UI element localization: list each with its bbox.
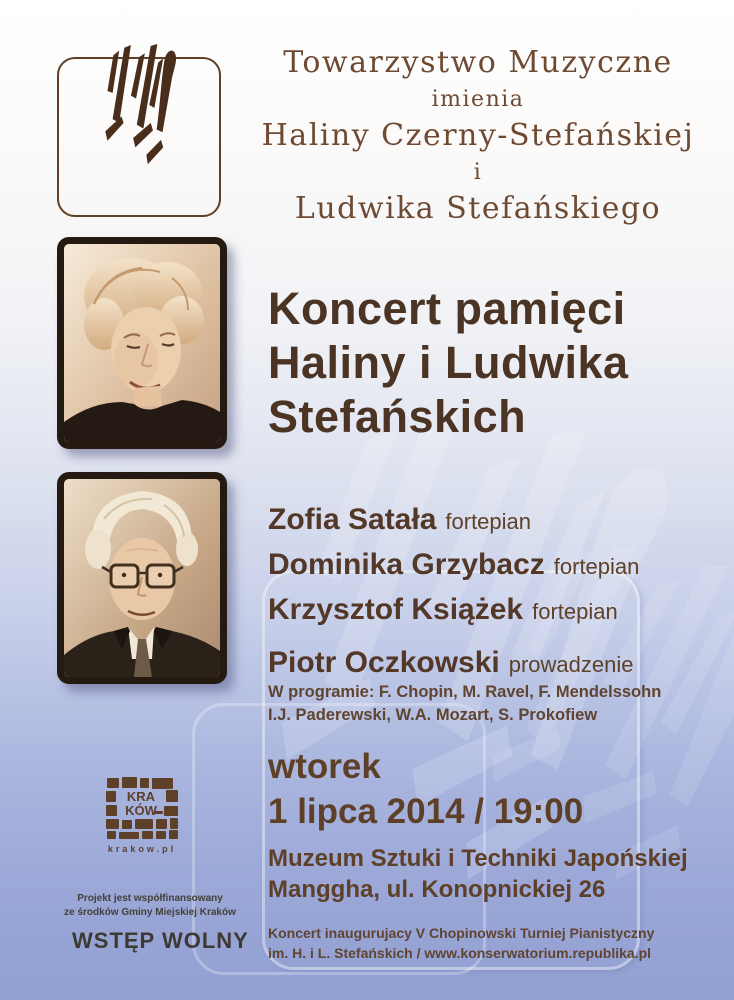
sepia-portrait-woman: [64, 244, 220, 442]
performer-name: Piotr Oczkowski: [268, 646, 500, 679]
venue: [268, 843, 688, 905]
event-date-time: 1 lipca 2014 / 19:00: [268, 792, 584, 831]
performer-name: Dominika Grzybacz: [268, 548, 545, 581]
venue-line1: Muzeum Sztuki i Techniki Japońskiej: [268, 845, 688, 872]
portrait-photo-ludwik: [57, 472, 227, 684]
krakow-logo: [101, 776, 183, 854]
performers-list: [268, 500, 639, 688]
title-line3: Stefańskich: [268, 391, 527, 442]
society-header: [235, 42, 721, 230]
footnote-line1: Koncert inaugurujacy V Chopinowski Turniej Pianistyczny: [268, 925, 655, 941]
piano-brush-strokes-icon: [95, 44, 183, 168]
footnote: [268, 923, 654, 963]
program-text: [268, 681, 661, 727]
performer-role: fortepian: [532, 599, 618, 624]
funding-note: [38, 892, 262, 920]
admission-label: WSTĘP WOLNY: [72, 928, 249, 953]
event-datetime: [268, 744, 583, 834]
program-line1: W programie: F. Chopin, M. Ravel, F. Mendelssohn: [268, 683, 662, 701]
performer-row: [268, 545, 639, 590]
performer-row: [268, 590, 639, 635]
krakow-site-label: krakow.pl: [107, 844, 177, 854]
funding-line1: Projekt jest współfinansowany: [77, 893, 223, 904]
funding-line2: ze środków Gminy Miejskiej Kraków: [64, 907, 236, 918]
performer-name: Krzysztof Książek: [268, 593, 524, 626]
music-society-logo: [57, 57, 221, 217]
footnote-line2: im. H. i L. Stefańskich / www.konserwatorium.republika.pl: [268, 945, 652, 961]
title-line2: Haliny i Ludwika: [268, 337, 629, 388]
society-name-line3: Haliny Czerny-Stefańskiej: [261, 118, 695, 153]
society-name-line2: imienia: [431, 87, 525, 112]
performer-role: fortepian: [445, 509, 532, 534]
krakow-mosaic-icon: [104, 776, 180, 840]
performer-row: [268, 500, 639, 545]
performer-role: fortepian: [553, 554, 640, 579]
performer-role: prowadzenie: [508, 652, 634, 677]
society-name-line4: i: [473, 160, 483, 185]
society-name-line5: Ludwika Stefańskiego: [294, 191, 662, 226]
title-line1: Koncert pamięci: [268, 283, 626, 334]
performer-name: Zofia Satała: [268, 503, 437, 536]
venue-line2: Manggha, ul. Konopnickiej 26: [268, 876, 606, 903]
sepia-portrait-man: [64, 479, 220, 677]
event-day: wtorek: [268, 747, 381, 786]
program-line2: I.J. Paderewski, W.A. Mozart, S. Prokofiew: [268, 706, 598, 724]
portrait-photo-halina: [57, 237, 227, 449]
page-title: [268, 282, 629, 444]
society-name-line1: Towarzystwo Muzyczne: [283, 45, 673, 80]
